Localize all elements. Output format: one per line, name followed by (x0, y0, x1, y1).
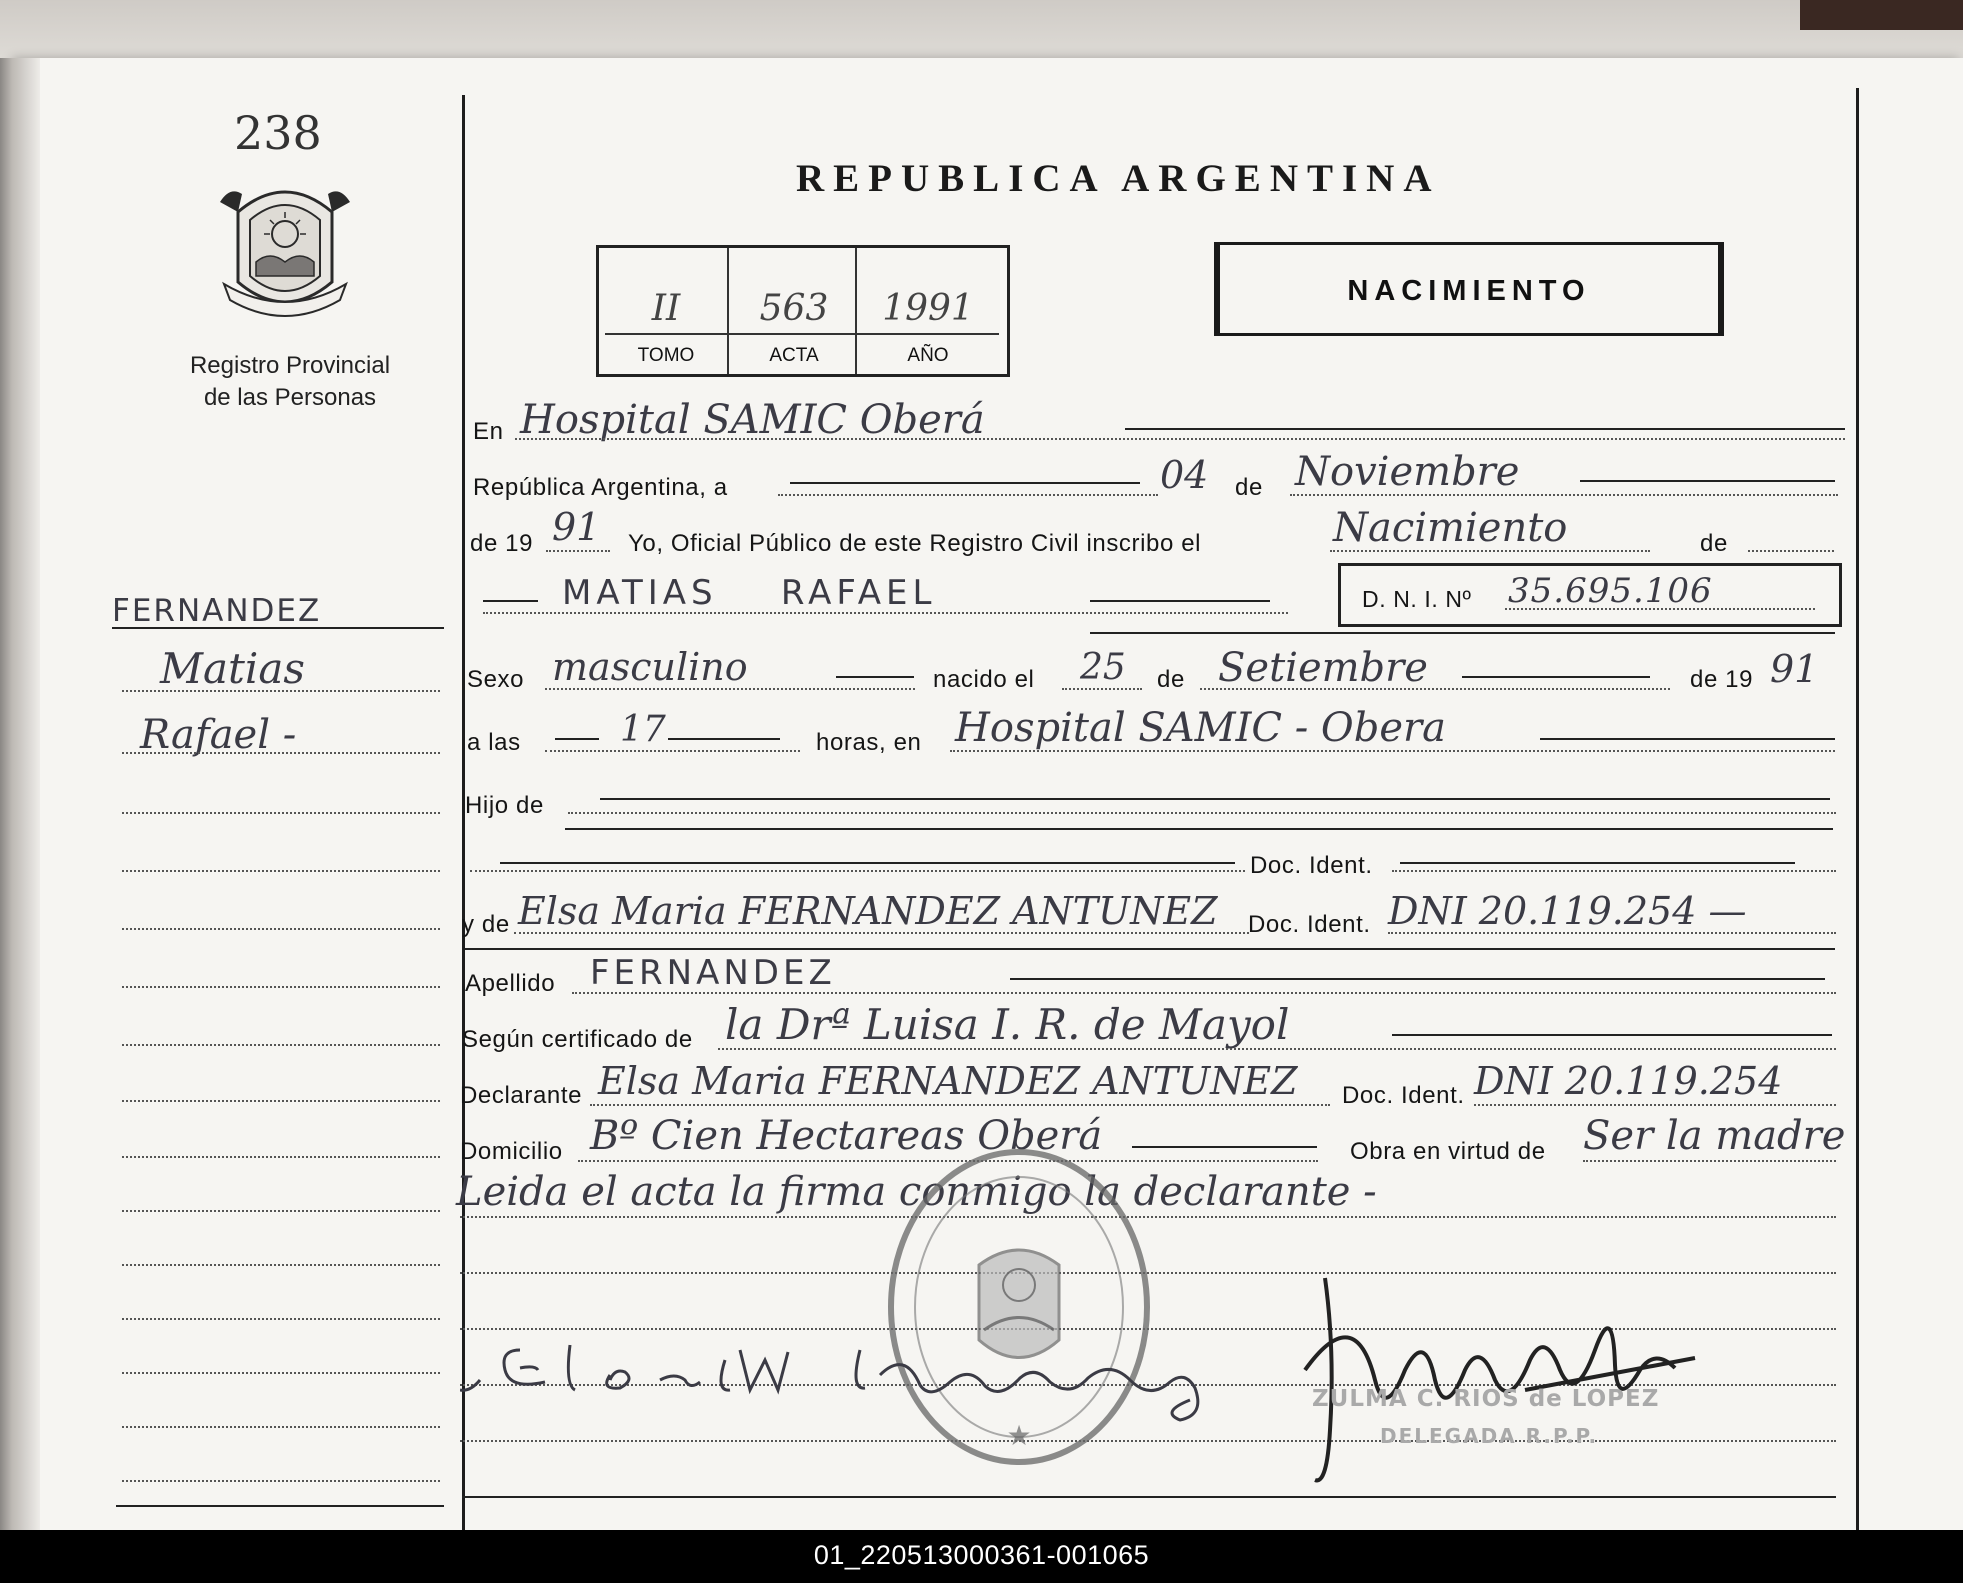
declarante-label: Declarante (460, 1082, 583, 1109)
image-caption: 01_220513000361-001065 (813, 1540, 1150, 1570)
registration-year-suffix: 91 (552, 505, 601, 549)
domicilio-field: Bº Cien Hectareas Oberá (590, 1113, 1103, 1159)
birth-year-suffix: 91 (1770, 647, 1819, 691)
person-name-line (483, 612, 1288, 614)
margin-line (122, 928, 440, 930)
republica-label: República Argentina, a (473, 474, 728, 501)
certificado-dash (1392, 1034, 1832, 1036)
birth-day: 25 (1080, 647, 1126, 688)
mother-name: Elsa Maria FERNANDEZ ANTUNEZ (518, 889, 1218, 933)
office-name-line2: de las Personas (203, 384, 377, 411)
hour-dash-r (668, 738, 780, 740)
margin-line (122, 752, 440, 754)
margin-line (122, 690, 440, 692)
doc-ident3-label: Doc. Ident. (1342, 1082, 1465, 1109)
birth-place: Hospital SAMIC - Obera (955, 705, 1446, 751)
declarante-doc-line (1474, 1104, 1836, 1106)
father-dash (500, 862, 1235, 864)
name-dash-right (1090, 600, 1270, 602)
margin-line (122, 1318, 440, 1320)
declarante-line (590, 1104, 1330, 1106)
y-de-label: y de (462, 911, 510, 938)
domicilio-label: Domicilio (460, 1138, 563, 1165)
margin-line (122, 812, 440, 814)
oficial-label: Yo, Oficial Público de este Registro Civil inscribo el (628, 530, 1202, 557)
person-name: MATIAS RAFAEL (562, 573, 937, 613)
de19-label: de 19 (470, 530, 534, 557)
margin-line (122, 1372, 440, 1374)
birth-hour: 17 (620, 709, 666, 750)
margin-line (122, 1480, 440, 1482)
doc-ident2-label: Doc. Ident. (1248, 911, 1371, 938)
mother-doc: DNI 20.119.254 — (1388, 889, 1747, 933)
hijo-dash (600, 798, 1830, 800)
year-line (546, 550, 610, 552)
registration-month: Noviembre (1295, 449, 1520, 495)
margin-line (122, 986, 440, 988)
section-rule (1090, 632, 1835, 634)
section-rule (565, 828, 1833, 830)
place-field: Hospital SAMIC Oberá (520, 397, 985, 443)
dni-number: 35.695.106 (1508, 571, 1713, 611)
father-doc-line (470, 870, 1245, 872)
folio-number: 238 (234, 106, 322, 160)
official-signature (1295, 1270, 1715, 1490)
dni-label: D. N. I. Nº (1362, 586, 1472, 612)
father-doc-dash (1400, 862, 1795, 864)
domicilio-dash (1132, 1146, 1317, 1148)
de-label: de (1235, 474, 1263, 501)
certificado-label: Según certificado de (462, 1026, 693, 1053)
margin-rule (116, 1505, 444, 1507)
margin-first-name: Matias (160, 644, 305, 693)
day-line (778, 494, 1158, 496)
horas-label: horas, en (816, 729, 922, 756)
margin-line (122, 1100, 440, 1102)
book-cover-corner (1800, 0, 1963, 30)
father-doc-num-line (1392, 870, 1836, 872)
misiones-province-crest-icon (220, 172, 350, 327)
tomo-value: II (651, 288, 681, 329)
official-stamp-title: DELEGADA R.P.P. (1380, 1424, 1599, 1448)
dni-line (1505, 608, 1815, 610)
day-dash (790, 482, 1140, 484)
acta-value: 563 (759, 288, 829, 329)
declarante-field: Elsa Maria FERNANDEZ ANTUNEZ (598, 1059, 1298, 1103)
mother-line (514, 932, 1249, 934)
apellido-dash (1010, 978, 1825, 980)
margin-line (122, 1210, 440, 1212)
obra-field: Ser la madre (1583, 1113, 1846, 1159)
record-type: NACIMIENTO (1347, 275, 1591, 307)
certificado-field: la Drª Luisa I. R. de Mayol (725, 1000, 1290, 1049)
place-dash (1125, 428, 1845, 430)
en-label: En (473, 418, 504, 445)
hour-dash-l (555, 738, 599, 740)
page-right-border (1856, 88, 1859, 1530)
doc-ident-label: Doc. Ident. (1250, 852, 1373, 879)
hijo-line (568, 812, 1836, 814)
apellido-field: FERNANDEZ (590, 953, 836, 993)
certificado-line (718, 1048, 1836, 1050)
margin-line (122, 870, 440, 872)
birth-place-line (950, 750, 1835, 752)
margin-rule (112, 627, 444, 629)
reference-box (596, 245, 1010, 377)
place-line (515, 438, 1845, 440)
margin-line (122, 1044, 440, 1046)
mother-doc-line (1388, 932, 1836, 934)
sexo-line (545, 688, 915, 690)
margin-line (122, 1264, 440, 1266)
sexo-field: masculino (552, 645, 748, 689)
book-binding (0, 58, 40, 1530)
obra-label: Obra en virtud de (1350, 1138, 1546, 1165)
name-dash-left (483, 600, 538, 602)
official-stamp-name: ZULMA C. RIOS de LOPEZ (1312, 1386, 1660, 1412)
birth-place-dash (1540, 738, 1835, 740)
closing-text: Leida el acta la firma conmigo la declarante - (456, 1169, 1377, 1215)
apellido-label: Apellido (465, 970, 556, 997)
bottom-rule (462, 1496, 1836, 1498)
declarant-signature (460, 1320, 1240, 1430)
sexo-label: Sexo (467, 666, 525, 693)
hijo-label: Hijo de (465, 792, 544, 819)
sexo-dash (836, 676, 914, 678)
country-title: REPUBLICA ARGENTINA (796, 157, 1441, 200)
birth-day-line (1062, 688, 1142, 690)
month-dash (1580, 480, 1835, 482)
record-type-box (1214, 242, 1724, 336)
act-kind-line (1330, 550, 1650, 552)
svg-text:★: ★ (1006, 1419, 1032, 1452)
de2-label: de (1157, 666, 1185, 693)
registration-day: 04 (1160, 453, 1209, 497)
month-line (1290, 494, 1838, 496)
birth-month-dash (1462, 676, 1650, 678)
margin-second-name: Rafael - (140, 712, 297, 758)
de-end-line (1748, 550, 1834, 552)
a-las-label: a las (467, 729, 521, 756)
office-name-line1: Registro Provincial (189, 352, 391, 379)
de19b-label: de 19 (1690, 666, 1754, 693)
act-kind: Nacimiento (1333, 505, 1568, 551)
apellido-line (572, 992, 1836, 994)
declarante-doc: DNI 20.119.254 (1474, 1059, 1783, 1103)
section-rule (465, 948, 1835, 950)
nacido-label: nacido el (933, 666, 1035, 693)
margin-surname: FERNANDEZ (112, 593, 322, 629)
margin-line (122, 1156, 440, 1158)
hour-line (545, 750, 800, 752)
anio-label: AÑO (907, 345, 949, 366)
anio-value: 1991 (882, 288, 974, 329)
de-end-label: de (1700, 530, 1728, 557)
tomo-label: TOMO (637, 345, 695, 366)
obra-line (1583, 1160, 1836, 1162)
margin-line (122, 1426, 440, 1428)
acta-label: ACTA (769, 345, 819, 366)
birth-month-line (1200, 688, 1670, 690)
birth-month: Setiembre (1218, 645, 1428, 691)
